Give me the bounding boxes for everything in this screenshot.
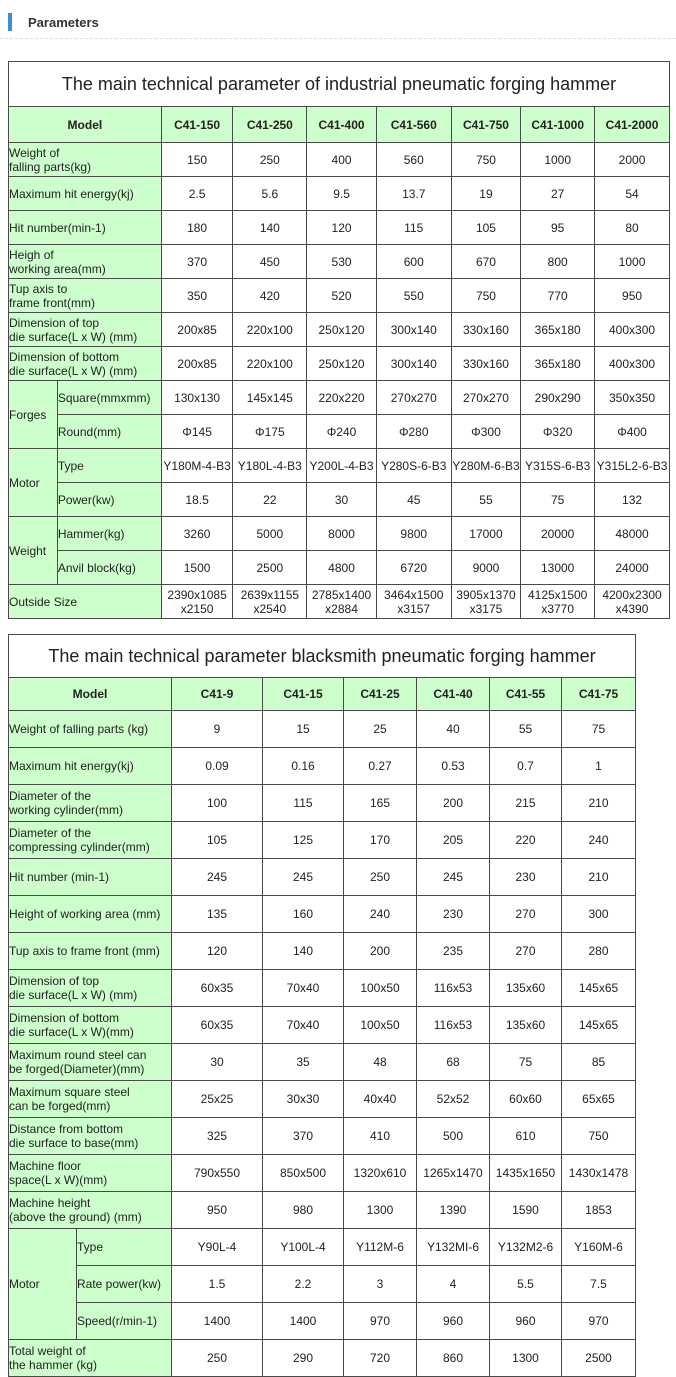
model-name: C41-1000 bbox=[521, 107, 595, 143]
table-cell: 860 bbox=[417, 1340, 490, 1377]
table-cell: 125 bbox=[263, 822, 344, 859]
table-cell: 250 bbox=[344, 859, 417, 896]
table-cell: 60x35 bbox=[172, 970, 263, 1007]
table-cell: 5000 bbox=[233, 517, 307, 551]
table-cell: 520 bbox=[307, 279, 377, 313]
table-cell: 132 bbox=[595, 483, 670, 517]
table-cell: Y180L-4-B3 bbox=[233, 449, 307, 483]
table-cell: 3905x1370 x3175 bbox=[451, 585, 521, 619]
table-cell: 75 bbox=[562, 711, 636, 748]
table-cell: 1300 bbox=[344, 1192, 417, 1229]
table-cell: 120 bbox=[172, 933, 263, 970]
table-cell: 400 bbox=[307, 143, 377, 177]
table-cell: 400x300 bbox=[595, 313, 670, 347]
table-cell: 270x270 bbox=[451, 381, 521, 415]
row-label: Maximum hit energy(kj) bbox=[9, 177, 162, 211]
table-cell: 450 bbox=[233, 245, 307, 279]
table-cell: 19 bbox=[451, 177, 521, 211]
table-cell: 1390 bbox=[417, 1192, 490, 1229]
row-label: Machine height (above the ground) (mm) bbox=[9, 1192, 172, 1229]
row-label: Tup axis to frame front (mm) bbox=[9, 933, 172, 970]
table-cell: 30x30 bbox=[263, 1081, 344, 1118]
table-cell: 4125x1500 x3770 bbox=[521, 585, 595, 619]
table-cell: 1430x1478 bbox=[562, 1155, 636, 1192]
model-name: C41-25 bbox=[344, 678, 417, 711]
table-cell: 1300 bbox=[490, 1340, 562, 1377]
table-cell: Y132MI-6 bbox=[417, 1229, 490, 1266]
table-cell: 230 bbox=[490, 859, 562, 896]
table-cell: 800 bbox=[521, 245, 595, 279]
table-cell: 2639x1155 x2540 bbox=[233, 585, 307, 619]
table-cell: 120 bbox=[307, 211, 377, 245]
table-cell: 135x60 bbox=[490, 970, 562, 1007]
table-cell: 2390x1085 x2150 bbox=[161, 585, 233, 619]
table-cell: 0.7 bbox=[490, 748, 562, 785]
table-cell: 0.53 bbox=[417, 748, 490, 785]
table-cell: 55 bbox=[490, 711, 562, 748]
table-cell: 115 bbox=[376, 211, 451, 245]
table-cell: 180 bbox=[161, 211, 233, 245]
table-cell: 70x40 bbox=[263, 970, 344, 1007]
table-cell: 250x120 bbox=[307, 347, 377, 381]
table-cell: Y315S-6-B3 bbox=[521, 449, 595, 483]
table-cell: 145x65 bbox=[562, 970, 636, 1007]
table-cell: 27 bbox=[521, 177, 595, 211]
model-name: C41-40 bbox=[417, 678, 490, 711]
table-cell: 970 bbox=[562, 1303, 636, 1340]
table-cell: 365x180 bbox=[521, 313, 595, 347]
table-cell: 325 bbox=[172, 1118, 263, 1155]
row-label: Dimension of top die surface(L x W) (mm) bbox=[9, 313, 162, 347]
table-cell: 2.2 bbox=[263, 1266, 344, 1303]
model-name: C41-55 bbox=[490, 678, 562, 711]
table-cell: 9000 bbox=[451, 551, 521, 585]
table-cell: 210 bbox=[562, 859, 636, 896]
row-label: Type bbox=[77, 1229, 172, 1266]
table-cell: 7.5 bbox=[562, 1266, 636, 1303]
table-cell: 770 bbox=[521, 279, 595, 313]
table-cell: 400x300 bbox=[595, 347, 670, 381]
table-cell: 135x60 bbox=[490, 1007, 562, 1044]
table-cell: 220 bbox=[490, 822, 562, 859]
row-label: Dimension of bottom die surface(L x W)(mm) bbox=[9, 1007, 172, 1044]
table-cell: 1265x1470 bbox=[417, 1155, 490, 1192]
row-label: Machine floor space(L x W)(mm) bbox=[9, 1155, 172, 1192]
table-cell: 200 bbox=[417, 785, 490, 822]
group-label: Motor bbox=[9, 449, 58, 517]
table-cell: Y180M-4-B3 bbox=[161, 449, 233, 483]
table-cell: Φ280 bbox=[376, 415, 451, 449]
blacksmith-hammer-table bbox=[8, 634, 636, 1377]
group-label: Forges bbox=[9, 381, 58, 449]
table-caption: The main technical parameter of industrial pneumatic forging hammer bbox=[9, 62, 670, 107]
table-cell: 270x270 bbox=[376, 381, 451, 415]
table-cell: 270 bbox=[490, 896, 562, 933]
table-cell: 100x50 bbox=[344, 970, 417, 1007]
table-cell: 130x130 bbox=[161, 381, 233, 415]
table-cell: 610 bbox=[490, 1118, 562, 1155]
row-label: Anvil block(kg) bbox=[57, 551, 161, 585]
row-label: Diameter of the working cylinder(mm) bbox=[9, 785, 172, 822]
row-label: Hit number (min-1) bbox=[9, 859, 172, 896]
table-cell: 48 bbox=[344, 1044, 417, 1081]
model-name: C41-560 bbox=[376, 107, 451, 143]
table-cell: 116x53 bbox=[417, 970, 490, 1007]
table-cell: Y112M-6 bbox=[344, 1229, 417, 1266]
table-cell: 105 bbox=[172, 822, 263, 859]
table-cell: 6720 bbox=[376, 551, 451, 585]
table-cell: 240 bbox=[344, 896, 417, 933]
table-cell: 2500 bbox=[562, 1340, 636, 1377]
table-cell: 330x160 bbox=[451, 313, 521, 347]
table-cell: 200x85 bbox=[161, 313, 233, 347]
section-header bbox=[0, 0, 676, 39]
table-cell: Y280M-6-B3 bbox=[451, 449, 521, 483]
table-cell: 230 bbox=[417, 896, 490, 933]
table-cell: 24000 bbox=[595, 551, 670, 585]
table-cell: 350x350 bbox=[595, 381, 670, 415]
table-cell: 530 bbox=[307, 245, 377, 279]
table-cell: Y160M-6 bbox=[562, 1229, 636, 1266]
table-cell: Φ320 bbox=[521, 415, 595, 449]
table-cell: 280 bbox=[562, 933, 636, 970]
table-cell: 15 bbox=[263, 711, 344, 748]
model-name: C41-400 bbox=[307, 107, 377, 143]
table-cell: 4800 bbox=[307, 551, 377, 585]
table-cell: 1 bbox=[562, 748, 636, 785]
table-cell: Y100L-4 bbox=[263, 1229, 344, 1266]
table-cell: 1853 bbox=[562, 1192, 636, 1229]
row-label: Dimension of top die surface(L x W) (mm) bbox=[9, 970, 172, 1007]
row-label: Distance from bottom die surface to base(mm) bbox=[9, 1118, 172, 1155]
table-cell: 80 bbox=[595, 211, 670, 245]
group-label: Weight bbox=[9, 517, 58, 585]
table-cell: 1400 bbox=[172, 1303, 263, 1340]
table-cell: 30 bbox=[172, 1044, 263, 1081]
row-label: Hammer(kg) bbox=[57, 517, 161, 551]
model-header: Model bbox=[9, 678, 172, 711]
header-accent-bar bbox=[8, 13, 12, 31]
model-name: C41-750 bbox=[451, 107, 521, 143]
table-cell: 95 bbox=[521, 211, 595, 245]
table-cell: 365x180 bbox=[521, 347, 595, 381]
table-cell: 105 bbox=[451, 211, 521, 245]
table-cell: 1400 bbox=[263, 1303, 344, 1340]
table-cell: 140 bbox=[263, 933, 344, 970]
table-cell: 55 bbox=[451, 483, 521, 517]
table-cell: Y280S-6-B3 bbox=[376, 449, 451, 483]
table-cell: 150 bbox=[161, 143, 233, 177]
row-label: Maximum square steel can be forged(mm) bbox=[9, 1081, 172, 1118]
table-cell: 290 bbox=[263, 1340, 344, 1377]
row-label: Speed(r/min-1) bbox=[77, 1303, 172, 1340]
table-cell: 8000 bbox=[307, 517, 377, 551]
table-cell: 70x40 bbox=[263, 1007, 344, 1044]
table-cell: 960 bbox=[417, 1303, 490, 1340]
table-cell: Φ300 bbox=[451, 415, 521, 449]
row-label: Type bbox=[57, 449, 161, 483]
table-cell: 1500 bbox=[161, 551, 233, 585]
table-cell: 410 bbox=[344, 1118, 417, 1155]
row-label: Maximum hit energy(kj) bbox=[9, 748, 172, 785]
model-name: C41-15 bbox=[263, 678, 344, 711]
table-cell: 200 bbox=[344, 933, 417, 970]
table-cell: 100 bbox=[172, 785, 263, 822]
table-cell: 2500 bbox=[233, 551, 307, 585]
table-cell: 670 bbox=[451, 245, 521, 279]
table-caption: The main technical parameter blacksmith pneumatic forging hammer bbox=[9, 635, 636, 678]
table-cell: Φ400 bbox=[595, 415, 670, 449]
table-cell: 60x60 bbox=[490, 1081, 562, 1118]
table-cell: 75 bbox=[490, 1044, 562, 1081]
table-cell: 0.09 bbox=[172, 748, 263, 785]
table-cell: 250 bbox=[233, 143, 307, 177]
table-cell: 9 bbox=[172, 711, 263, 748]
table-cell: 85 bbox=[562, 1044, 636, 1081]
row-label: Outside Size bbox=[9, 585, 162, 619]
table-cell: 240 bbox=[562, 822, 636, 859]
table-cell: 9.5 bbox=[307, 177, 377, 211]
table-cell: 25 bbox=[344, 711, 417, 748]
table-cell: 145x145 bbox=[233, 381, 307, 415]
table-cell: 60x35 bbox=[172, 1007, 263, 1044]
table-cell: 300x140 bbox=[376, 347, 451, 381]
row-label: Total weight of the hammer (kg) bbox=[9, 1340, 172, 1377]
table-cell: 2785x1400 x2884 bbox=[307, 585, 377, 619]
model-name: C41-75 bbox=[562, 678, 636, 711]
table-cell: 220x220 bbox=[307, 381, 377, 415]
table-cell: 960 bbox=[490, 1303, 562, 1340]
table-cell: 245 bbox=[263, 859, 344, 896]
table-cell: 170 bbox=[344, 822, 417, 859]
table-cell: 65x65 bbox=[562, 1081, 636, 1118]
row-label: Height of working area (mm) bbox=[9, 896, 172, 933]
row-label: Power(kw) bbox=[57, 483, 161, 517]
table-cell: Φ145 bbox=[161, 415, 233, 449]
model-name: C41-250 bbox=[233, 107, 307, 143]
table-cell: 5.5 bbox=[490, 1266, 562, 1303]
table-cell: 3464x1500 x3157 bbox=[376, 585, 451, 619]
table-cell: 5.6 bbox=[233, 177, 307, 211]
table-cell: 25x25 bbox=[172, 1081, 263, 1118]
model-name: C41-2000 bbox=[595, 107, 670, 143]
table-cell: 950 bbox=[595, 279, 670, 313]
table-cell: 720 bbox=[344, 1340, 417, 1377]
table-cell: 245 bbox=[417, 859, 490, 896]
table-cell: 13.7 bbox=[376, 177, 451, 211]
table-cell: 115 bbox=[263, 785, 344, 822]
table-cell: 220x100 bbox=[233, 347, 307, 381]
row-label: Weight of falling parts(kg) bbox=[9, 143, 162, 177]
table-cell: 500 bbox=[417, 1118, 490, 1155]
table-cell: 370 bbox=[263, 1118, 344, 1155]
table-cell: 2000 bbox=[595, 143, 670, 177]
table-cell: 420 bbox=[233, 279, 307, 313]
table-cell: 350 bbox=[161, 279, 233, 313]
row-label: Maximum round steel can be forged(Diameter)(mm) bbox=[9, 1044, 172, 1081]
table-cell: 750 bbox=[562, 1118, 636, 1155]
table-cell: 0.27 bbox=[344, 748, 417, 785]
table-cell: Y90L-4 bbox=[172, 1229, 263, 1266]
table-cell: 300 bbox=[562, 896, 636, 933]
table-cell: 18.5 bbox=[161, 483, 233, 517]
table-cell: 145x65 bbox=[562, 1007, 636, 1044]
table-cell: 235 bbox=[417, 933, 490, 970]
row-label: Tup axis to frame front(mm) bbox=[9, 279, 162, 313]
table-cell: 45 bbox=[376, 483, 451, 517]
group-label: Motor bbox=[9, 1229, 77, 1340]
model-name: C41-150 bbox=[161, 107, 233, 143]
row-label: Dimension of bottom die surface(L x W) (mm) bbox=[9, 347, 162, 381]
table-cell: 270 bbox=[490, 933, 562, 970]
table-cell: 300x140 bbox=[376, 313, 451, 347]
table-cell: 68 bbox=[417, 1044, 490, 1081]
table-cell: Φ240 bbox=[307, 415, 377, 449]
row-label: Round(mm) bbox=[57, 415, 161, 449]
table-cell: 290x290 bbox=[521, 381, 595, 415]
table-cell: Y200L-4-B3 bbox=[307, 449, 377, 483]
table-cell: 560 bbox=[376, 143, 451, 177]
table-cell: 13000 bbox=[521, 551, 595, 585]
row-label: Square(mmxmm) bbox=[57, 381, 161, 415]
table-cell: Y315L2-6-B3 bbox=[595, 449, 670, 483]
table-cell: 210 bbox=[562, 785, 636, 822]
table-cell: 4200x2300 x4390 bbox=[595, 585, 670, 619]
table-cell: 750 bbox=[451, 279, 521, 313]
table-cell: 22 bbox=[233, 483, 307, 517]
table-cell: 220x100 bbox=[233, 313, 307, 347]
table-cell: 215 bbox=[490, 785, 562, 822]
table-cell: 2.5 bbox=[161, 177, 233, 211]
table-cell: 40 bbox=[417, 711, 490, 748]
table-cell: 550 bbox=[376, 279, 451, 313]
table-cell: 30 bbox=[307, 483, 377, 517]
table-cell: 75 bbox=[521, 483, 595, 517]
section-title: Parameters bbox=[28, 15, 99, 30]
table-cell: 9800 bbox=[376, 517, 451, 551]
table-cell: 165 bbox=[344, 785, 417, 822]
table-cell: 370 bbox=[161, 245, 233, 279]
model-name: C41-9 bbox=[172, 678, 263, 711]
table-cell: 1000 bbox=[595, 245, 670, 279]
table-cell: 200x85 bbox=[161, 347, 233, 381]
industrial-hammer-table bbox=[8, 61, 670, 619]
table-cell: 1.5 bbox=[172, 1266, 263, 1303]
table-cell: 600 bbox=[376, 245, 451, 279]
table-cell: 1320x610 bbox=[344, 1155, 417, 1192]
table-cell: 3260 bbox=[161, 517, 233, 551]
row-label: Hit number(min-1) bbox=[9, 211, 162, 245]
table-cell: 40x40 bbox=[344, 1081, 417, 1118]
row-label: Weight of falling parts (kg) bbox=[9, 711, 172, 748]
table-cell: 20000 bbox=[521, 517, 595, 551]
table-cell: 54 bbox=[595, 177, 670, 211]
table-cell: 250x120 bbox=[307, 313, 377, 347]
table-cell: 4 bbox=[417, 1266, 490, 1303]
table-cell: Y132M2-6 bbox=[490, 1229, 562, 1266]
table-cell: 35 bbox=[263, 1044, 344, 1081]
row-label: Rate power(kw) bbox=[77, 1266, 172, 1303]
table-cell: 790x550 bbox=[172, 1155, 263, 1192]
table-cell: 135 bbox=[172, 896, 263, 933]
row-label: Heigh of working area(mm) bbox=[9, 245, 162, 279]
table-cell: 1000 bbox=[521, 143, 595, 177]
table-cell: 750 bbox=[451, 143, 521, 177]
table-cell: 970 bbox=[344, 1303, 417, 1340]
table-cell: 52x52 bbox=[417, 1081, 490, 1118]
model-header: Model bbox=[9, 107, 162, 143]
table-cell: 205 bbox=[417, 822, 490, 859]
table-cell: 850x500 bbox=[263, 1155, 344, 1192]
table-cell: 245 bbox=[172, 859, 263, 896]
table-cell: 1435x1650 bbox=[490, 1155, 562, 1192]
table-cell: 330x160 bbox=[451, 347, 521, 381]
table-cell: 48000 bbox=[595, 517, 670, 551]
table-cell: 250 bbox=[172, 1340, 263, 1377]
table-cell: 980 bbox=[263, 1192, 344, 1229]
row-label: Diameter of the compressing cylinder(mm) bbox=[9, 822, 172, 859]
table-cell: 950 bbox=[172, 1192, 263, 1229]
table-cell: 100x50 bbox=[344, 1007, 417, 1044]
table-cell: 140 bbox=[233, 211, 307, 245]
table-cell: 160 bbox=[263, 896, 344, 933]
table-cell: 1590 bbox=[490, 1192, 562, 1229]
table-cell: Φ175 bbox=[233, 415, 307, 449]
table-cell: 17000 bbox=[451, 517, 521, 551]
table-cell: 0.16 bbox=[263, 748, 344, 785]
table-cell: 3 bbox=[344, 1266, 417, 1303]
table-cell: 116x53 bbox=[417, 1007, 490, 1044]
